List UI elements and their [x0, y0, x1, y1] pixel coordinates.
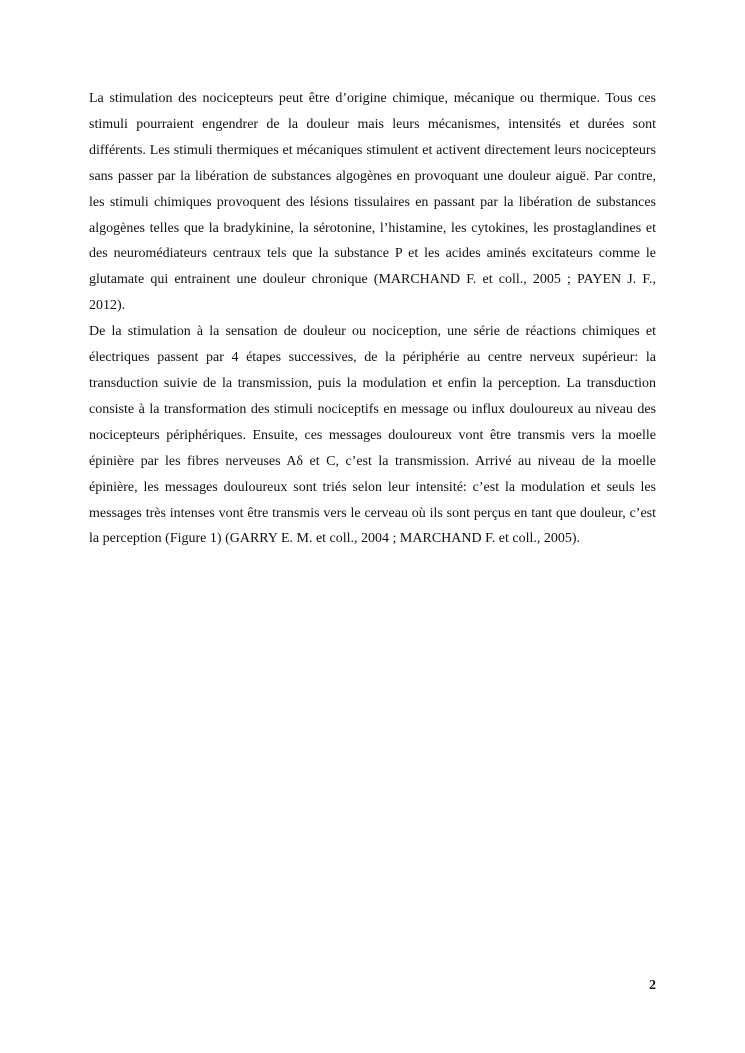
- body-text: [89, 86, 656, 552]
- page-number: 2: [649, 978, 656, 993]
- paragraph-nociception-steps: De la stimulation à la sensation de douleur ou nociception, une série de réactions chimiques et électriques passent par 4 étapes successives, de la périphérie au centre nerveux supérieur: la transduction suivie de la transmission, puis la modulation et enfin la perception. La transduction consiste à la transformation des stimuli nociceptifs en message ou influx douloureux au niveau des nocicepteurs périphériques. Ensuite, ces messages douloureux vont être transmis vers la moelle épinière par les fibres nerveuses Aδ et C, c’est la transmission. Arrivé au niveau de la moelle épinière, les messages douloureux sont triés selon leur intensité: c’est la modulation et seuls les messages très intenses vont être transmis vers le cerveau où ils sont perçus en tant que douleur, c’est la perception (Figure 1) (GARRY E. M. et coll., 2004 ; MARCHAND F. et coll., 2005).: [89, 324, 656, 547]
- paragraph-nociceptor-stimulation: La stimulation des nocicepteurs peut être d’origine chimique, mécanique ou thermique. Tous ces stimuli pourraient engendrer de la douleur mais leurs mécanismes, intensités et durées sont différents. Les stimuli thermiques et mécaniques stimulent et activent directement leurs nocicepteurs sans passer par la libération de substances algogènes en provoquant une douleur aiguë. Par contre, les stimuli chimiques provoquent des lésions tissulaires en passant par la libération de substances algogènes telles que la bradykinine, la sérotonine, l’histamine, les cytokines, les prostaglandines et des neuromédiateurs centraux tels que la substance P et les acides aminés excitateurs comme le glutamate qui entrainent une douleur chronique (MARCHAND F. et coll., 2005 ; PAYEN J. F., 2012).: [89, 91, 656, 314]
